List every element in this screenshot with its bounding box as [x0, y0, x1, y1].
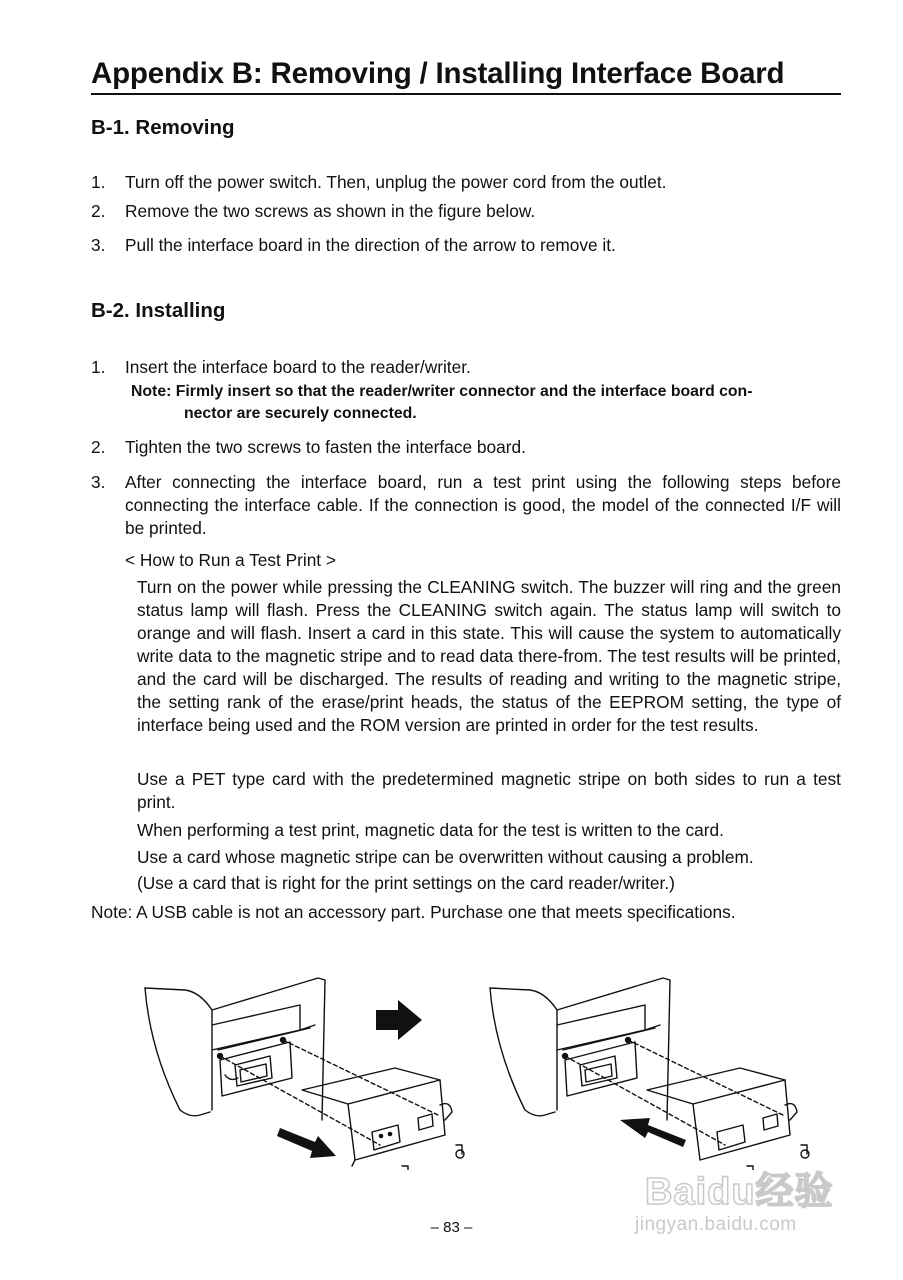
overwrite-paragraph: Use a card whose magnetic stripe can be overwritten without causing a problem. — [137, 847, 754, 867]
step-number: 3. — [91, 235, 106, 255]
howto-heading: < How to Run a Test Print > — [125, 550, 337, 570]
printer-unit-right — [490, 978, 670, 1120]
note-firmly-insert — [131, 381, 843, 424]
remove-direction-arrow-icon — [277, 1128, 336, 1158]
step-number: 1. — [91, 357, 106, 377]
screw-right-2 — [801, 1145, 809, 1158]
interface-board-left — [220, 1040, 452, 1166]
step-number: 3. — [91, 472, 106, 492]
watermark-logo: Baidu经验 — [645, 1171, 834, 1213]
note-line: nector are securely connected. — [184, 404, 417, 422]
note-line: Note: Firmly insert so that the reader/writer connector and the interface board con- — [131, 383, 753, 400]
magnetic-data-paragraph: When performing a test print, magnetic data for the test is written to the card. — [137, 820, 724, 840]
step-text: Pull the interface board in the direction of the arrow to remove it. — [125, 235, 616, 255]
section-heading-installing: B-2. Installing — [91, 299, 226, 322]
watermark-url: jingyan.baidu.com — [635, 1214, 797, 1235]
step-arrow-icon — [376, 1000, 422, 1040]
right-card-paragraph: (Use a card that is right for the print settings on the card reader/writer.) — [137, 873, 675, 893]
step-number: 1. — [91, 172, 106, 192]
step-number: 2. — [91, 437, 106, 457]
step-text: Remove the two screws as shown in the figure below. — [125, 201, 536, 221]
step-text: Tighten the two screws to fasten the interface board. — [125, 437, 526, 457]
page-title: Appendix B: Removing / Installing Interface Board — [91, 56, 841, 95]
footnote: Note: A USB cable is not an accessory part. Purchase one that meets specifications. — [91, 902, 736, 922]
section-heading-removing: B-1. Removing — [91, 116, 235, 139]
screw-left-2 — [456, 1145, 464, 1158]
step-text: Turn off the power switch. Then, unplug the power cord from the outlet. — [125, 172, 667, 192]
insert-direction-arrow-icon — [620, 1118, 686, 1147]
interface-board-illustration — [140, 970, 860, 1170]
page-number: – 83 – — [430, 1219, 473, 1236]
howto-paragraph: Turn on the power while pressing the CLEANING switch. The buzzer will ring and the green status lamp will flash. Press the CLEANING switch again. The status lamp will switch to orange and will flash. Insert a card in this state. This will cause the system to automatically write data to the magnetic stripe and to read data there-from. The test results will be printed, and the card will be discharged. The results of reading and writing to the magnetic stripe, the setting rank of the erase/print heads, the status of the EEPROM setting, the type of interface being used and the ROM version are printed in order for the test results. — [137, 577, 841, 735]
step-text: Insert the interface board to the reader/writer. — [125, 357, 471, 377]
step-number: 2. — [91, 201, 106, 221]
screw-right-1 — [746, 1166, 754, 1170]
step-text: After connecting the interface board, run a test print using the following steps before connecting the interface cable. If the connection is good, the model of the connected I/F will be printed. — [125, 472, 841, 538]
printer-unit-left — [145, 978, 325, 1120]
pet-card-paragraph: Use a PET type card with the predetermined magnetic stripe on both sides to run a test print. — [137, 769, 841, 812]
screw-left-1 — [401, 1166, 409, 1170]
